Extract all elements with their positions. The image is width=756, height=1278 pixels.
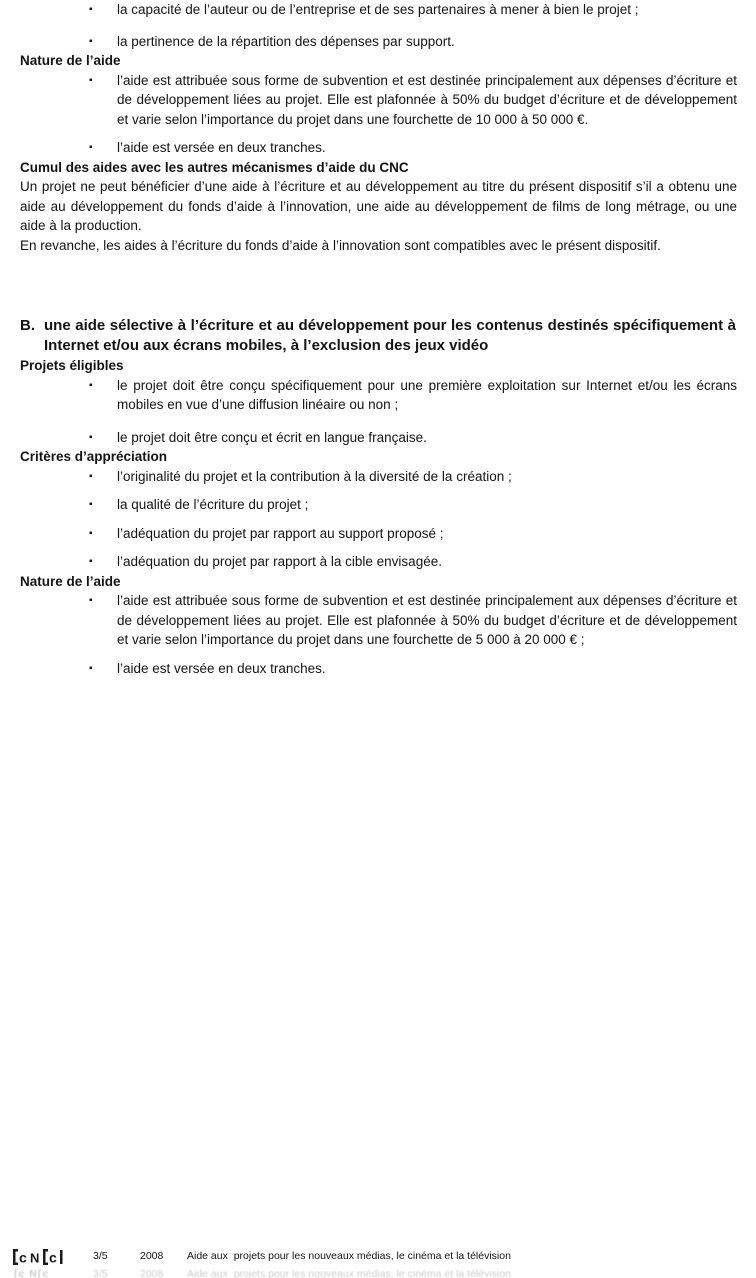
- section-b-title: une aide sélective à l’écriture et au développement pour les contenus destinés spécifiquement à Internet et/ou aux écrans mobiles, à l’exclusion des jeux vidéo: [44, 317, 736, 354]
- scan-artifact-logo: [c N[c: [14, 1269, 50, 1278]
- heading-projets-eligibles: Projets éligibles: [20, 358, 124, 373]
- list-item: ▪ la pertinence de la répartition des dépenses par support.: [20, 32, 737, 52]
- heading-nature-aide-2: Nature de l’aide: [20, 573, 121, 589]
- paragraph-cumul-2: En revanche, les aides à l’écriture du fonds d’aide à l’innovation sont compatibles avec le présent dispositif.: [20, 237, 661, 253]
- criteres-list: [20, 467, 737, 572]
- list-item: ▪ la capacité de l’auteur ou de l’entreprise et de ses partenaires à mener à bien le projet ;: [20, 0, 737, 20]
- section-b-label: B.: [20, 317, 35, 334]
- list-item: ▪ l’aide est versée en deux tranches.: [20, 138, 737, 158]
- scan-artifact-year: 2008: [140, 1269, 164, 1278]
- list-item: ▪ la qualité de l’écriture du projet ;: [20, 495, 737, 515]
- list-item: ▪ l’adéquation du projet par rapport à la cible envisagée.: [20, 552, 737, 572]
- list-item: ▪ l’aide est attribuée sous forme de subvention et est destinée principalement aux dépenses d’écriture et de développement liées au projet. Elle est plafonnée à 50% du budget d’écriture et de développement et varie selon l’importance du projet dans une fourchette de 10 000 à 50 000 €.: [20, 71, 737, 130]
- nature-aide-2-list: [20, 591, 737, 678]
- list-item: ▪ l’aide est attribuée sous forme de subvention et est destinée principalement aux dépenses d’écriture et de développement liées au projet. Elle est plafonnée à 50% du budget d’écriture et de développement et varie selon l’importance du projet dans une fourchette de 5 000 à 20 000 € ;: [20, 591, 737, 650]
- list-item: ▪ l’aide est versée en deux tranches.: [20, 659, 737, 679]
- projets-eligibles-list: [20, 376, 737, 448]
- svg-text:c: c: [19, 1249, 27, 1266]
- svg-text:c: c: [49, 1249, 57, 1266]
- footer-year: 2008: [140, 1250, 164, 1262]
- cnc-logo-icon: [12, 1247, 66, 1267]
- heading-cumul-aides: Cumul des aides avec les autres mécanismes d’aide du CNC: [20, 159, 409, 175]
- section-b-heading: [20, 316, 737, 356]
- scan-artifact-row: [0, 1269, 756, 1278]
- scan-artifact-title: Aide aux projets pour les nouveaux médias, le cinéma et la télévision: [187, 1269, 511, 1278]
- heading-criteres-appreciation: Critères d’appréciation: [20, 449, 168, 464]
- page-number: 3/5: [93, 1250, 108, 1262]
- criteria-list-continued: [20, 0, 737, 51]
- scan-artifact-page-number: 3/5: [93, 1269, 108, 1278]
- list-item: ▪ l’adéquation du projet par rapport au support proposé ;: [20, 524, 737, 544]
- list-item: ▪ le projet doit être conçu et écrit en langue française.: [20, 428, 737, 448]
- page-footer: [0, 1246, 756, 1268]
- paragraph-cumul-1: Un projet ne peut bénéficier d’une aide à l’écriture et au développement au titre du présent dispositif s’il a obtenu une aide au développement du fonds d’aide à l’innovation, une aide au développement de films de long métrage, ou une aide à la production.: [20, 179, 737, 233]
- svg-text:N: N: [30, 1250, 40, 1266]
- list-item: ▪ l’originalité du projet et la contribution à la diversité de la création ;: [20, 467, 737, 487]
- nature-aide-1-list: [20, 71, 737, 158]
- footer-document-title: Aide aux projets pour les nouveaux médias, le cinéma et la télévision: [187, 1250, 511, 1262]
- heading-nature-aide-1: Nature de l’aide: [20, 53, 121, 68]
- list-item: ▪ le projet doit être conçu spécifiquement pour une première exploitation sur Internet et/ou les écrans mobiles en vue d’une diffusion linéaire ou non ;: [20, 376, 737, 415]
